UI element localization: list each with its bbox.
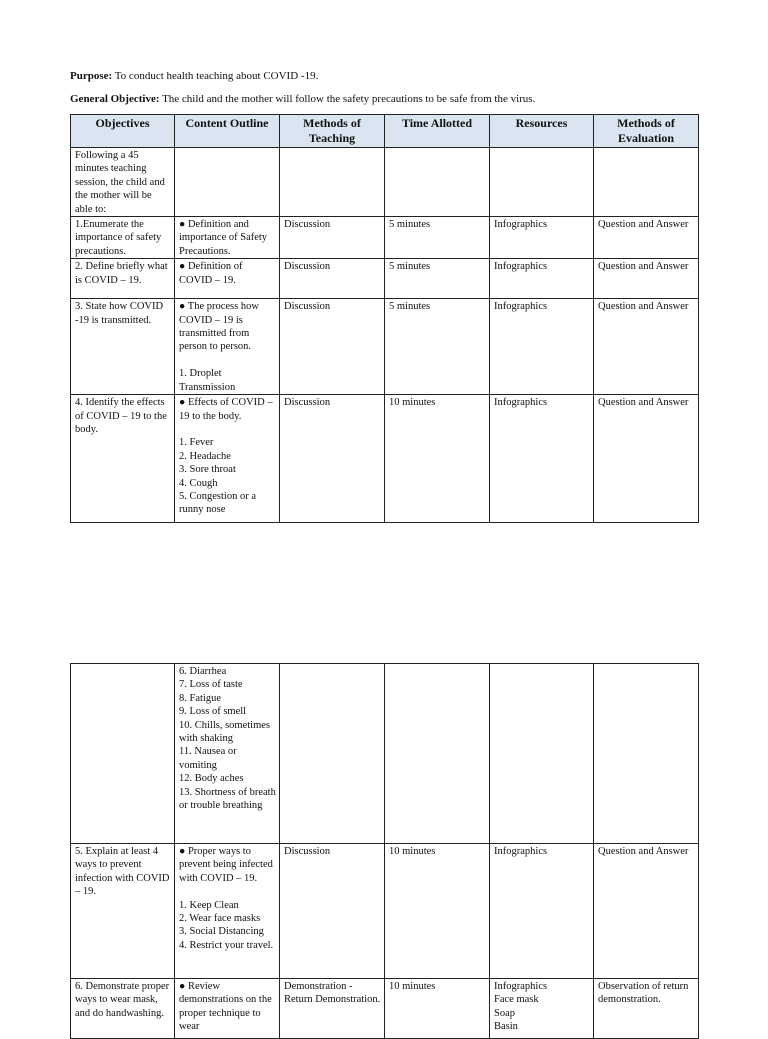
cell-evaluation: Question and Answer xyxy=(594,395,699,523)
cell-resources: Infographics xyxy=(490,259,594,299)
cell-time xyxy=(385,148,490,217)
cell-time: 10 minutes xyxy=(385,844,490,979)
table-row xyxy=(71,664,699,844)
cell-method: Demonstration - Return Demonstration. xyxy=(280,979,385,1039)
general-objective-label: General Objective: xyxy=(70,93,160,105)
cell-time: 5 minutes xyxy=(385,259,490,299)
cell-time: 10 minutes xyxy=(385,395,490,523)
cell-method: Discussion xyxy=(280,844,385,979)
cell-method xyxy=(280,148,385,217)
purpose-label: Purpose: xyxy=(70,70,113,82)
cell-evaluation: Question and Answer xyxy=(594,299,699,395)
purpose-text: To conduct health teaching about COVID -19. xyxy=(114,70,319,82)
cell-resources: Infographics xyxy=(490,217,594,259)
header-content-outline: Content Outline xyxy=(175,115,280,148)
cell-objective: 1.Enumerate the importance of safety precautions. xyxy=(71,217,175,259)
cell-content: ● Effects of COVID – 19 to the body. 1. Fever 2. Headache 3. Sore throat 4. Cough 5. Congestion or a runny nose xyxy=(175,395,280,523)
lesson-plan-table-page-1 xyxy=(70,114,699,523)
cell-content: ● The process how COVID – 19 is transmitted from person to person. 1. Droplet Transmission xyxy=(175,299,280,395)
header-methods-of-evaluation: Methods of Evaluation xyxy=(594,115,699,148)
cell-content: 6. Diarrhea 7. Loss of taste 8. Fatigue 9. Loss of smell 10. Chills, sometimes with shaking 11. Nausea or vomiting 12. Body aches 13. Shortness of breath or trouble breathing xyxy=(175,664,280,844)
cell-method: Discussion xyxy=(280,299,385,395)
header-time-allotted: Time Allotted xyxy=(385,115,490,148)
cell-objective xyxy=(71,664,175,844)
cell-method: Discussion xyxy=(280,395,385,523)
header-objectives: Objectives xyxy=(71,115,175,148)
cell-resources: Infographics xyxy=(490,299,594,395)
header-resources: Resources xyxy=(490,115,594,148)
cell-method xyxy=(280,664,385,844)
general-objective-line xyxy=(70,93,535,105)
table-row xyxy=(71,217,699,259)
cell-objective: 3. State how COVID -19 is transmitted. xyxy=(71,299,175,395)
cell-content: ● Review demonstrations on the proper technique to wear xyxy=(175,979,280,1039)
cell-time: 5 minutes xyxy=(385,217,490,259)
purpose-line xyxy=(70,70,318,82)
cell-content: ● Definition and importance of Safety Precautions. xyxy=(175,217,280,259)
cell-objective: Following a 45 minutes teaching session, the child and the mother will be able to: xyxy=(71,148,175,217)
table-row xyxy=(71,844,699,979)
cell-resources: Infographics Face mask Soap Basin xyxy=(490,979,594,1039)
cell-evaluation: Observation of return demonstration. xyxy=(594,979,699,1039)
cell-resources: Infographics xyxy=(490,395,594,523)
table-row xyxy=(71,259,699,299)
cell-method: Discussion xyxy=(280,217,385,259)
cell-evaluation xyxy=(594,148,699,217)
cell-time: 5 minutes xyxy=(385,299,490,395)
cell-evaluation xyxy=(594,664,699,844)
table-row xyxy=(71,979,699,1039)
cell-evaluation: Question and Answer xyxy=(594,217,699,259)
cell-time: 10 minutes xyxy=(385,979,490,1039)
general-objective-text: The child and the mother will follow the safety precautions to be safe from the virus. xyxy=(162,93,536,105)
cell-evaluation: Question and Answer xyxy=(594,844,699,979)
cell-resources xyxy=(490,664,594,844)
header-methods-of-teaching: Methods of Teaching xyxy=(280,115,385,148)
table-row xyxy=(71,299,699,395)
table-row xyxy=(71,395,699,523)
cell-method: Discussion xyxy=(280,259,385,299)
cell-objective: 6. Demonstrate proper ways to wear mask, and do handwashing. xyxy=(71,979,175,1039)
table-row xyxy=(71,148,699,217)
cell-content: ● Proper ways to prevent being infected with COVID – 19. 1. Keep Clean 2. Wear face masks 3. Social Distancing 4. Restrict your travel. xyxy=(175,844,280,979)
cell-evaluation: Question and Answer xyxy=(594,259,699,299)
cell-time xyxy=(385,664,490,844)
cell-content xyxy=(175,148,280,217)
cell-objective: 2. Define briefly what is COVID – 19. xyxy=(71,259,175,299)
cell-objective: 4. Identify the effects of COVID – 19 to the body. xyxy=(71,395,175,523)
cell-resources: Infographics xyxy=(490,844,594,979)
cell-content: ● Definition of COVID – 19. xyxy=(175,259,280,299)
cell-objective: 5. Explain at least 4 ways to prevent infection with COVID – 19. xyxy=(71,844,175,979)
cell-resources xyxy=(490,148,594,217)
lesson-plan-table-page-2 xyxy=(70,663,699,1039)
header-row xyxy=(71,115,699,148)
